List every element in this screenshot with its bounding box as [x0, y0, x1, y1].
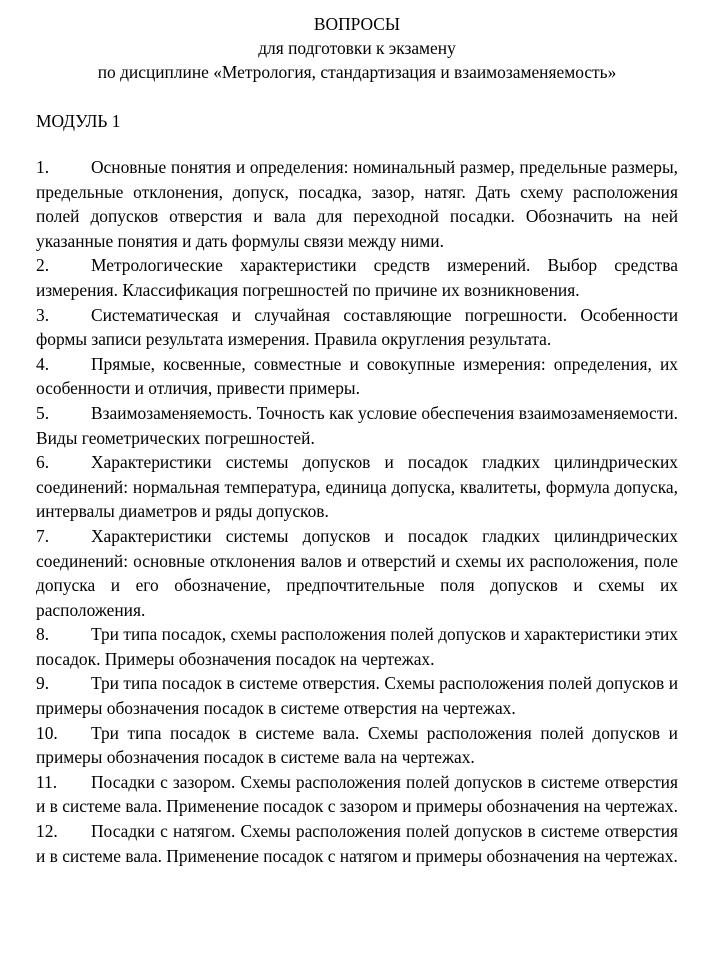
question-number: 6. [36, 452, 50, 473]
question-item [36, 721, 678, 770]
question-number: 11. [36, 771, 58, 792]
question-item [36, 253, 678, 302]
document-page [36, 12, 678, 868]
question-number: 5. [36, 402, 50, 423]
question-text: Посадки с натягом. Схемы расположения полей допусков в системе отверстия и в системе вала. Применение посадок с натягом и примеры обозначения на чертежах. [36, 821, 678, 866]
question-text: Взаимозаменяемость. Точность как условие обеспечения взаимозаменяемости. Виды геометрических погрешностей. [36, 402, 678, 448]
question-text: Метрологические характеристики средств измерений. Выбор средства измерения. Классификация погрешностей по причине их возникновения. [36, 255, 678, 300]
question-text: Три типа посадок в системе вала. Схемы расположения полей допусков и примеры обозначения посадок в системе вала на чертежах. [36, 722, 678, 768]
question-item [36, 401, 678, 450]
question-text: Прямые, косвенные, совместные и совокупные измерения: определения, их особенности и отличия, привести примеры. [36, 353, 678, 399]
question-item [36, 155, 678, 253]
question-number: 12. [36, 821, 58, 842]
question-text: Характеристики системы допусков и посадок гладких цилиндрических соединений: основные отклонения валов и отверстий и схемы их расположения, поле допуска и его обозначение, предпочтительные поля допусков и схемы их расположения. [36, 525, 678, 620]
document-subtitle-purpose: для подготовки к экзамену [258, 38, 456, 58]
question-item [36, 450, 678, 524]
question-item [36, 303, 678, 352]
question-item [36, 671, 678, 720]
question-item [36, 622, 678, 671]
question-item [36, 819, 678, 868]
question-number: 10. [36, 722, 58, 743]
question-text: Три типа посадок, схемы расположения полей допусков и характеристики этих посадок. Примеры обозначения посадок на чертежах. [36, 624, 678, 669]
question-number: 4. [36, 353, 50, 374]
question-text: Систематическая и случайная составляющие погрешности. Особенности формы записи результата измерения. Правила округления результата. [36, 304, 678, 350]
question-number: 9. [36, 673, 50, 694]
document-title: ВОПРОСЫ [313, 14, 401, 34]
question-number: 7. [36, 525, 50, 546]
question-text: Посадки с зазором. Схемы расположения полей допусков в системе отверстия и в системе вала. Применение посадок с зазором и примеры обозначения на чертежах. [36, 771, 678, 817]
module-title: МОДУЛЬ 1 [36, 111, 121, 131]
document-subtitle-discipline: по дисциплине «Метрология, стандартизация и взаимозаменяемость» [97, 62, 617, 82]
question-number: 3. [36, 304, 50, 325]
question-number: 2. [36, 255, 50, 276]
question-item [36, 770, 678, 819]
question-number: 8. [36, 624, 50, 645]
question-item [36, 352, 678, 401]
questions-list [36, 155, 678, 868]
question-text: Характеристики системы допусков и посадок гладких цилиндрических соединений: нормальная температура, единица допуска, квалитеты, формула допуска, интервалы диаметров и ряды допусков. [36, 452, 678, 522]
question-item [36, 524, 678, 622]
question-text: Основные понятия и определения: номинальный размер, предельные размеры, предельные отклонения, допуск, посадка, зазор, натяг. Дать схему расположения полей допусков отверстия и вала для переходной посадки. Обозначить на ней указанные понятия и дать формулы связи между ними. [36, 157, 678, 251]
question-text: Три типа посадок в системе отверстия. Схемы расположения полей допусков и примеры обозначения посадок в системе отверстия на чертежах. [36, 673, 678, 719]
question-number: 1. [36, 157, 50, 177]
